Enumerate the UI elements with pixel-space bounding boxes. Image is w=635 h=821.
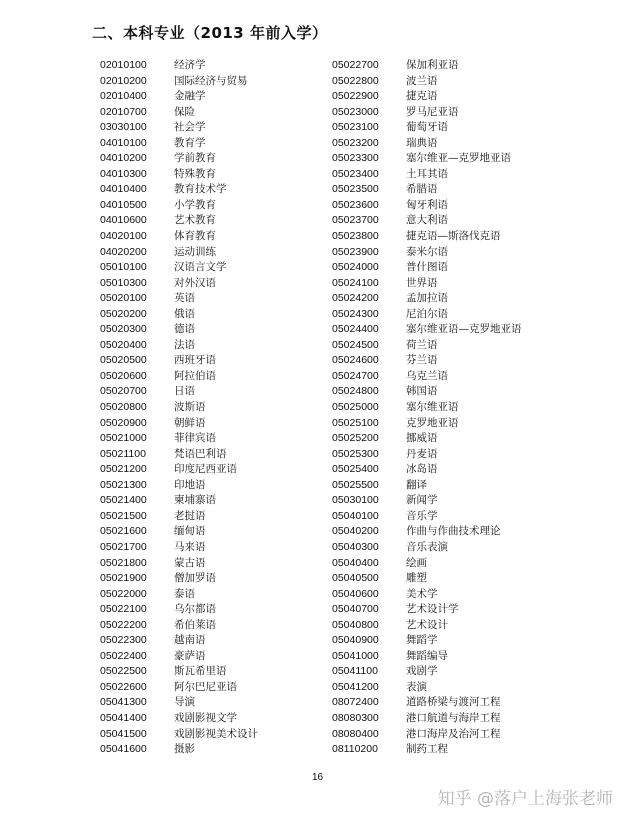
major-code: 04020200 (100, 245, 147, 258)
major-name: 葡萄牙语 (406, 121, 448, 134)
major-name: 特殊教育 (174, 167, 216, 180)
major-code: 05020800 (100, 401, 147, 414)
major-name: 芬兰语 (406, 354, 438, 367)
major-name: 斯瓦希里语 (174, 665, 227, 678)
major-code: 05025200 (332, 432, 379, 445)
major-row (332, 322, 522, 338)
major-code: 05021700 (100, 540, 147, 553)
major-row (100, 478, 258, 494)
major-name: 罗马尼亚语 (406, 105, 459, 118)
major-row (332, 276, 522, 292)
major-name: 摄影 (174, 743, 195, 756)
major-name: 波斯语 (174, 401, 206, 414)
major-name: 运动训练 (174, 245, 216, 258)
major-name: 乌尔都语 (174, 603, 216, 616)
major-row (332, 58, 522, 74)
major-name: 戏剧影视文学 (174, 711, 237, 724)
major-name: 朝鲜语 (174, 416, 206, 429)
major-name: 制药工程 (406, 743, 448, 756)
major-row (100, 307, 258, 323)
major-name: 舞蹈学 (406, 634, 438, 647)
major-row (100, 618, 258, 634)
major-name: 荷兰语 (406, 338, 438, 351)
major-code: 05022700 (332, 59, 379, 71)
major-row (100, 151, 258, 167)
major-code: 05022600 (100, 680, 147, 693)
major-code: 04010500 (100, 198, 147, 211)
major-name: 豪萨语 (174, 649, 206, 662)
major-row (100, 711, 258, 727)
major-name: 泰米尔语 (406, 245, 448, 258)
major-name: 德语 (174, 323, 195, 336)
major-code: 03030100 (100, 121, 147, 134)
right-major-list (332, 58, 522, 758)
major-name: 冰岛语 (406, 463, 438, 476)
major-code: 05040700 (332, 603, 379, 616)
major-name: 小学教育 (174, 198, 216, 211)
major-name: 俄语 (174, 307, 195, 320)
major-name: 国际经济与贸易 (174, 74, 248, 87)
major-row (100, 384, 258, 400)
major-code: 08080300 (332, 711, 379, 724)
major-row (100, 587, 258, 603)
major-code: 05023400 (332, 167, 379, 180)
major-row (100, 58, 258, 74)
major-name: 印地语 (174, 478, 206, 491)
major-code: 05040200 (332, 525, 379, 538)
major-name: 阿尔巴尼亚语 (174, 680, 237, 693)
major-row (332, 245, 522, 261)
major-row (100, 291, 258, 307)
major-code: 05024800 (332, 385, 379, 398)
major-row (332, 229, 522, 245)
major-row (332, 571, 522, 587)
major-name: 新闻学 (406, 494, 438, 507)
major-code: 05024000 (332, 261, 379, 274)
major-row (100, 727, 258, 743)
major-row (332, 89, 522, 105)
major-code: 05024700 (332, 369, 379, 382)
major-code: 05040300 (332, 540, 379, 553)
major-row (100, 229, 258, 245)
major-name: 教育学 (174, 136, 206, 149)
major-row (100, 680, 258, 696)
section-heading: 二、本科专业（2013 年前入学） (92, 24, 328, 42)
major-code: 05041000 (332, 649, 379, 662)
major-row (100, 509, 258, 525)
major-code: 05020100 (100, 292, 147, 305)
major-row (100, 493, 258, 509)
major-row (332, 711, 522, 727)
major-code: 05040400 (332, 556, 379, 569)
major-name: 孟加拉语 (406, 292, 448, 305)
major-name: 泰语 (174, 587, 195, 600)
major-code: 05025100 (332, 416, 379, 429)
major-code: 05023100 (332, 121, 379, 134)
major-code: 05025300 (332, 447, 379, 460)
major-name: 戏剧影视美术设计 (174, 727, 258, 740)
major-row (332, 400, 522, 416)
major-name: 教育技术学 (174, 183, 227, 196)
major-row (332, 198, 522, 214)
major-name: 梵语巴利语 (174, 447, 227, 460)
major-name: 港口海岸及治河工程 (406, 727, 501, 740)
major-code: 05022500 (100, 665, 147, 678)
major-row (100, 462, 258, 478)
major-name: 波兰语 (406, 74, 438, 87)
major-code: 05021100 (100, 447, 146, 460)
major-code: 05010100 (100, 261, 147, 274)
major-name: 丹麦语 (406, 447, 438, 460)
major-row (332, 291, 522, 307)
major-code: 05024400 (332, 323, 379, 336)
major-row (100, 400, 258, 416)
major-code: 04010300 (100, 167, 147, 180)
major-name: 雕塑 (406, 572, 427, 585)
major-name: 艺术教育 (174, 214, 216, 227)
major-row (332, 633, 522, 649)
major-row (332, 384, 522, 400)
major-name: 体育教育 (174, 230, 216, 243)
major-row (100, 213, 258, 229)
major-code: 05022300 (100, 634, 147, 647)
major-code: 05041200 (332, 680, 379, 693)
major-code: 05010300 (100, 276, 147, 289)
major-code: 05025400 (332, 463, 379, 476)
major-name: 越南语 (174, 634, 206, 647)
major-row (332, 462, 522, 478)
major-name: 金融学 (174, 90, 206, 103)
major-name: 乌克兰语 (406, 369, 448, 382)
major-row (332, 587, 522, 603)
major-row (100, 695, 258, 711)
major-row (332, 649, 522, 665)
major-code: 05023500 (332, 183, 379, 196)
major-row (332, 680, 522, 696)
major-code: 08072400 (332, 696, 379, 709)
major-name: 塞尔维亚语 (406, 401, 459, 414)
major-name: 希腊语 (406, 183, 438, 196)
major-row (332, 602, 522, 618)
major-code: 05020600 (100, 369, 147, 382)
major-name: 匈牙利语 (406, 198, 448, 211)
major-code: 04020100 (100, 230, 147, 243)
major-code: 05030100 (332, 494, 379, 507)
major-row (100, 136, 258, 152)
major-code: 05020900 (100, 416, 147, 429)
major-row (100, 198, 258, 214)
major-name: 克罗地亚语 (406, 416, 459, 429)
major-name: 社会学 (174, 121, 206, 134)
major-code: 05040500 (332, 572, 379, 585)
major-row (100, 167, 258, 183)
major-row (332, 493, 522, 509)
major-name: 塞尔维亚—克罗地亚语 (406, 152, 511, 165)
major-code: 05024100 (332, 276, 379, 289)
major-row (332, 742, 522, 758)
major-row (332, 338, 522, 354)
major-code: 05024300 (332, 307, 379, 320)
major-row (332, 447, 522, 463)
major-name: 表演 (406, 680, 427, 693)
major-code: 02010700 (100, 105, 147, 118)
major-name: 保险 (174, 105, 195, 118)
major-name: 捷克语 (406, 90, 438, 103)
major-name: 日语 (174, 385, 195, 398)
major-code: 02010100 (100, 59, 147, 71)
major-name: 港口航道与海岸工程 (406, 711, 501, 724)
major-code: 08110200 (332, 743, 378, 756)
major-row (100, 74, 258, 90)
major-name: 音乐表演 (406, 540, 448, 553)
major-row (100, 338, 258, 354)
major-row (100, 742, 258, 758)
major-row (332, 260, 522, 276)
major-row (100, 276, 258, 292)
major-row (332, 727, 522, 743)
major-code: 04010400 (100, 183, 147, 196)
major-row (100, 353, 258, 369)
major-name: 学前教育 (174, 152, 216, 165)
major-name: 捷克语—斯洛伐克语 (406, 230, 501, 243)
major-row (332, 151, 522, 167)
major-name: 保加利亚语 (406, 59, 459, 71)
watermark: 知乎 @落户上海张老师 (437, 789, 613, 809)
left-major-list (100, 58, 258, 758)
major-code: 05041400 (100, 711, 147, 724)
major-code: 05023000 (332, 105, 379, 118)
major-row (100, 245, 258, 261)
major-code: 05021800 (100, 556, 147, 569)
major-name: 舞蹈编导 (406, 649, 448, 662)
major-row (100, 602, 258, 618)
major-code: 05020400 (100, 338, 147, 351)
major-name: 尼泊尔语 (406, 307, 448, 320)
major-row (332, 120, 522, 136)
major-name: 作曲与作曲技术理论 (406, 525, 501, 538)
major-code: 05040800 (332, 618, 379, 631)
major-code: 02010200 (100, 74, 147, 87)
major-code: 05020300 (100, 323, 147, 336)
major-code: 05040100 (332, 509, 379, 522)
major-name: 希伯莱语 (174, 618, 216, 631)
major-row (332, 136, 522, 152)
major-name: 戏剧学 (406, 665, 438, 678)
major-row (332, 664, 522, 680)
major-row (100, 571, 258, 587)
major-name: 意大利语 (406, 214, 448, 227)
major-row (100, 120, 258, 136)
major-name: 美术学 (406, 587, 438, 600)
major-code: 05020200 (100, 307, 147, 320)
major-row (100, 633, 258, 649)
major-row (332, 431, 522, 447)
major-name: 普什图语 (406, 261, 448, 274)
major-name: 马来语 (174, 540, 206, 553)
major-name: 挪威语 (406, 432, 438, 445)
major-code: 05023300 (332, 152, 379, 165)
major-row (332, 416, 522, 432)
major-code: 08080400 (332, 727, 379, 740)
major-name: 蒙古语 (174, 556, 206, 569)
major-row (100, 322, 258, 338)
major-row (332, 353, 522, 369)
major-name: 韩国语 (406, 385, 438, 398)
major-name: 英语 (174, 292, 195, 305)
major-code: 05024200 (332, 292, 379, 305)
major-name: 对外汉语 (174, 276, 216, 289)
major-code: 05024600 (332, 354, 379, 367)
major-name: 翻译 (406, 478, 427, 491)
major-code: 05021600 (100, 525, 147, 538)
major-name: 世界语 (406, 276, 438, 289)
major-code: 05021400 (100, 494, 147, 507)
major-row (332, 695, 522, 711)
major-code: 05022800 (332, 74, 379, 87)
major-row (100, 540, 258, 556)
major-code: 05022000 (100, 587, 147, 600)
major-row (100, 556, 258, 572)
major-code: 05022400 (100, 649, 147, 662)
major-name: 柬埔寨语 (174, 494, 216, 507)
major-name: 汉语言文学 (174, 261, 227, 274)
major-row (100, 431, 258, 447)
major-name: 阿拉伯语 (174, 369, 216, 382)
major-code: 05021000 (100, 432, 147, 445)
major-row (332, 540, 522, 556)
major-code: 05024500 (332, 338, 379, 351)
major-name: 艺术设计学 (406, 603, 459, 616)
major-row (332, 478, 522, 494)
major-row (332, 213, 522, 229)
major-name: 缅甸语 (174, 525, 206, 538)
major-code: 05023700 (332, 214, 379, 227)
major-name: 绘画 (406, 556, 427, 569)
major-code: 05021200 (100, 463, 147, 476)
major-name: 印度尼西亚语 (174, 463, 237, 476)
major-name: 菲律宾语 (174, 432, 216, 445)
major-row (100, 416, 258, 432)
major-row (332, 556, 522, 572)
major-code: 05023800 (332, 230, 379, 243)
major-code: 05021500 (100, 509, 147, 522)
major-row (100, 260, 258, 276)
page-number: 16 (311, 772, 324, 783)
major-name: 塞尔维亚语—克罗地亚语 (406, 323, 522, 336)
major-row (332, 618, 522, 634)
major-row (100, 649, 258, 665)
major-row (332, 74, 522, 90)
major-code: 02010400 (100, 90, 147, 103)
major-row (100, 182, 258, 198)
major-row (100, 105, 258, 121)
major-row (332, 307, 522, 323)
major-code: 05025000 (332, 401, 379, 414)
major-code: 05022100 (100, 603, 147, 616)
major-code: 05040600 (332, 587, 379, 600)
major-code: 04010600 (100, 214, 147, 227)
major-name: 导演 (174, 696, 195, 709)
major-row (332, 182, 522, 198)
major-code: 05041100 (332, 665, 378, 678)
major-code: 04010200 (100, 152, 147, 165)
major-name: 音乐学 (406, 509, 438, 522)
major-row (332, 369, 522, 385)
major-name: 经济学 (174, 59, 206, 71)
major-code: 04010100 (100, 136, 147, 149)
major-code: 05023600 (332, 198, 379, 211)
major-name: 道路桥梁与渡河工程 (406, 696, 501, 709)
major-code: 05040900 (332, 634, 379, 647)
major-row (100, 524, 258, 540)
major-name: 僧加罗语 (174, 572, 216, 585)
major-code: 05023200 (332, 136, 379, 149)
major-code: 05020700 (100, 385, 147, 398)
major-row (100, 664, 258, 680)
major-name: 艺术设计 (406, 618, 448, 631)
major-name: 西班牙语 (174, 354, 216, 367)
major-name: 法语 (174, 338, 195, 351)
major-row (332, 105, 522, 121)
major-code: 05041600 (100, 743, 147, 756)
major-code: 05023900 (332, 245, 379, 258)
major-code: 05041300 (100, 696, 147, 709)
major-name: 老挝语 (174, 509, 206, 522)
major-code: 05025500 (332, 478, 379, 491)
major-row (100, 369, 258, 385)
major-code: 05021900 (100, 572, 147, 585)
major-code: 05041500 (100, 727, 147, 740)
major-code: 05022200 (100, 618, 147, 631)
major-row (332, 509, 522, 525)
major-name: 瑞典语 (406, 136, 438, 149)
major-code: 05022900 (332, 90, 379, 103)
major-code: 05021300 (100, 478, 147, 491)
major-row (332, 524, 522, 540)
major-code: 05020500 (100, 354, 147, 367)
major-row (100, 89, 258, 105)
major-row (332, 167, 522, 183)
major-name: 土耳其语 (406, 167, 448, 180)
major-row (100, 447, 258, 463)
